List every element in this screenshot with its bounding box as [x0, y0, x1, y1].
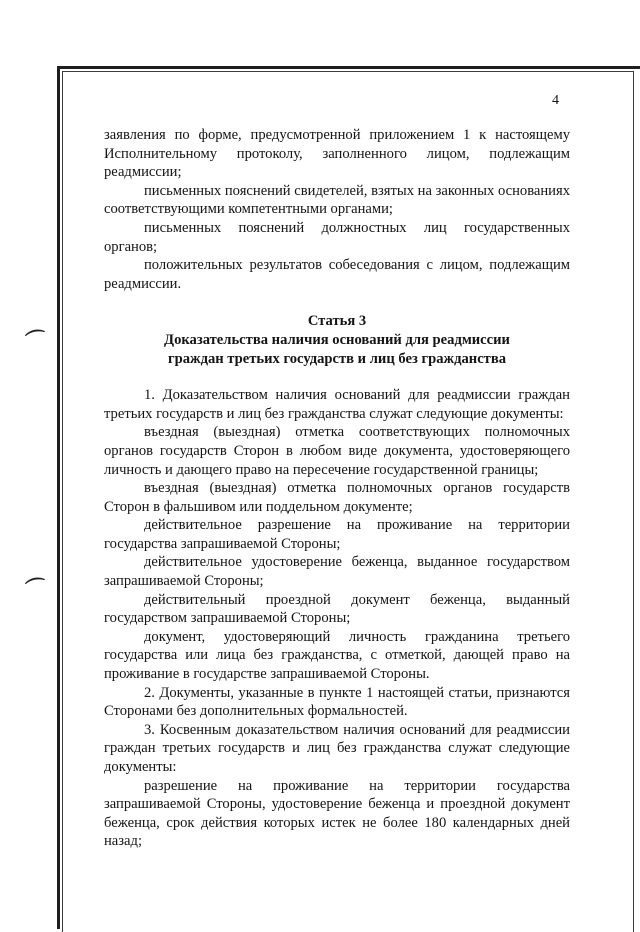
paragraph: документ, удостоверяющий личность гражданина третьего государства или лица без гражданства, с отметкой, дающей право на проживание в государстве запрашиваемой Стороны.	[104, 628, 570, 683]
paragraph: заявления по форме, предусмотренной приложением 1 к настоящему Исполнительному протоколу, заполненного лицом, подлежащим реадмиссии;	[104, 127, 570, 181]
article-title-line: граждан третьих государств и лиц без гражданства	[167, 350, 507, 367]
document-body	[104, 126, 570, 851]
paragraph: письменных пояснений свидетелей, взятых на законных основаниях соответствующими компетентными органами;	[104, 182, 570, 218]
paragraph: 3. Косвенным доказательством наличия оснований для реадмиссии граждан третьих государств и лиц без гражданства служат следующие документы:	[104, 721, 570, 775]
paragraph: письменных пояснений должностных лиц государственных органов;	[104, 219, 570, 255]
margin-hole-mark: ⌒	[24, 576, 49, 602]
margin-hole-mark: ⌒	[24, 328, 49, 354]
paragraph: действительный проездной документ беженца, выданный государством запрашиваемой Стороны;	[104, 591, 570, 627]
paragraph: въездная (выездная) отметка соответствующих полномочных органов государств Сторон в любом виде документа, удостоверяющего личность и дающего право на пересечение государственной границы;	[104, 424, 570, 478]
paragraph: разрешение на проживание на территории государства запрашиваемой Стороны, удостоверение беженца и проездной документ беженца, срок действия которых истек не более 180 календарных дней назад;	[104, 777, 570, 850]
page-number: 4	[552, 93, 559, 108]
paragraph: положительных результатов собеседования с лицом, подлежащим реадмиссии.	[104, 257, 570, 292]
article-title-line: Доказательства наличия оснований для реадмиссии	[164, 331, 510, 348]
paragraph: 1. Доказательством наличия оснований для реадмиссии граждан третьих государств и лиц без гражданства служат следующие документы:	[104, 387, 570, 422]
paragraph: въездная (выездная) отметка полномочных органов государств Сторон в фальшивом или поддельном документе;	[104, 480, 570, 515]
paragraph: 2. Документы, указанные в пункте 1 настоящей статьи, признаются Сторонами без дополнительных формальностей.	[104, 684, 570, 720]
article-number: Статья 3	[307, 313, 367, 330]
paragraph: действительное разрешение на проживание на территории государства запрашиваемой Стороны;	[104, 517, 570, 552]
paragraph: действительное удостоверение беженца, выданное государством запрашиваемой Стороны;	[104, 554, 570, 590]
